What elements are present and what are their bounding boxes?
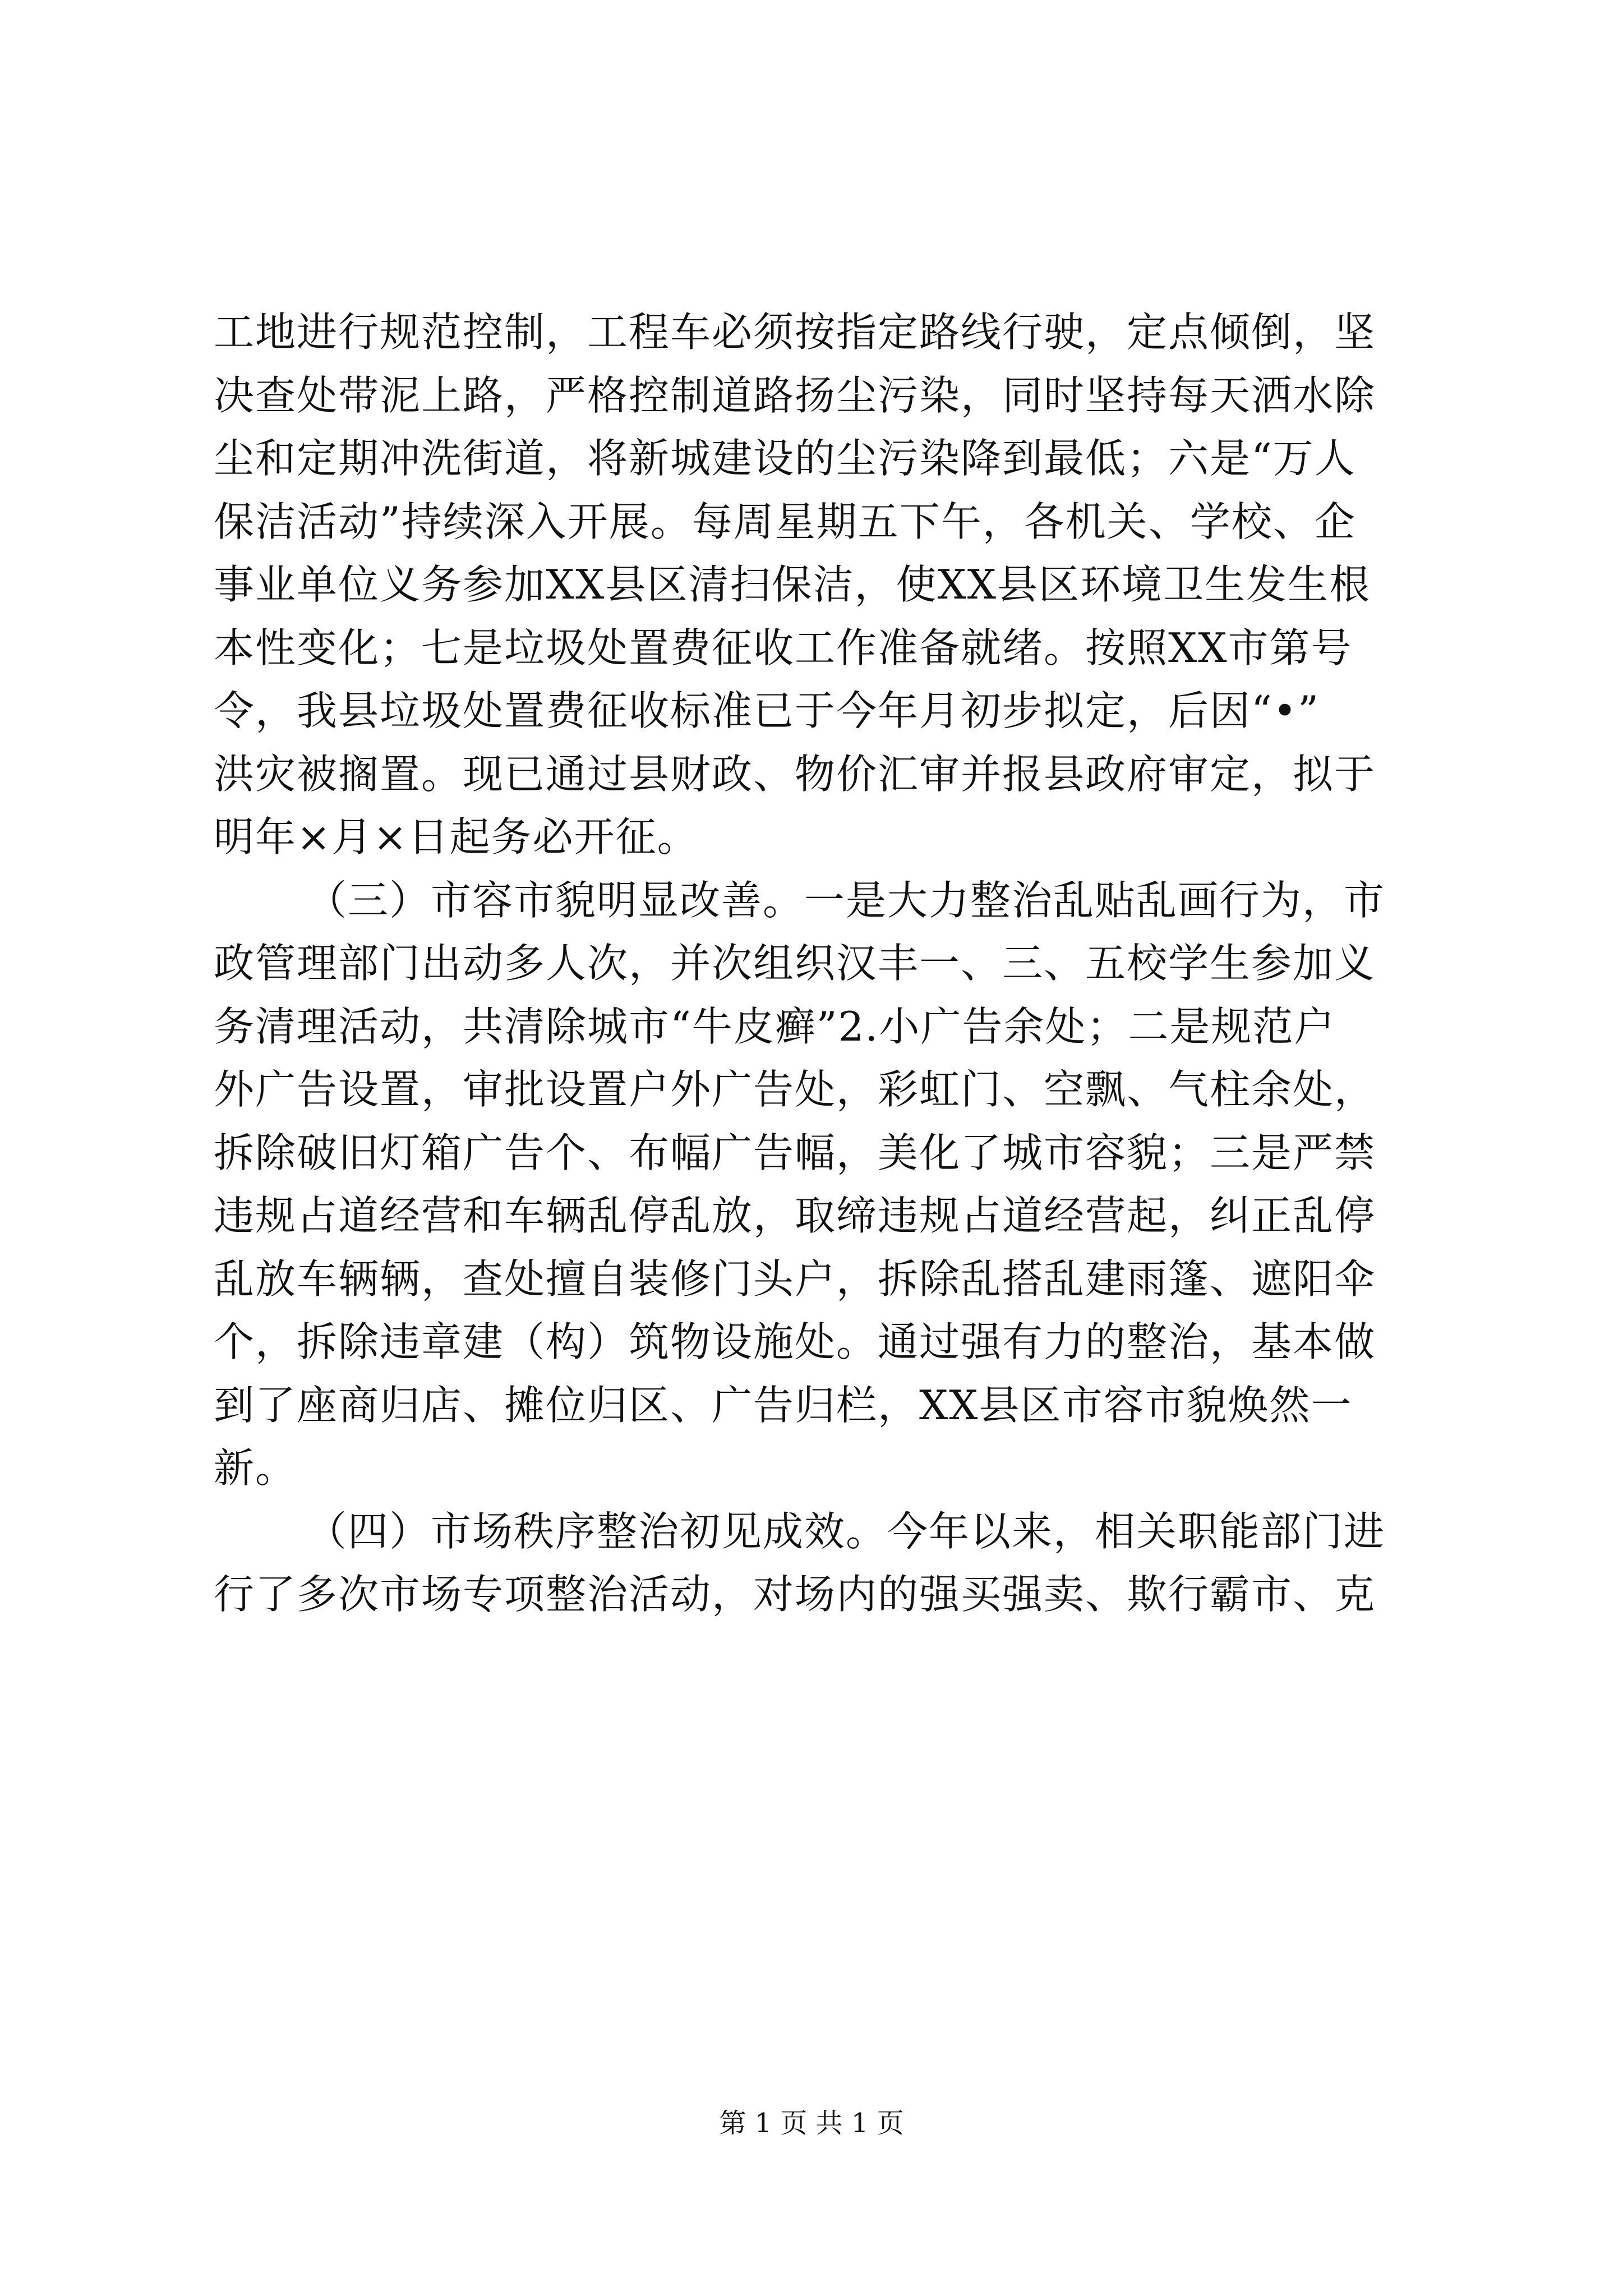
text-line: 令，我县垃圾处置费征收标准已于今年月初步拟定，后因“•” [214,687,1320,734]
text-line: 本性变化；七是垃圾处置费征收工作准备就绪。按照XX市第号 [214,624,1353,671]
text-line: 外广告设置，审批设置户外广告处，彩虹门、空飘、气柱余处， [214,1066,1376,1113]
text-line: 新。 [214,1444,297,1492]
text-line: 明年×月×日起务必开征。 [214,813,699,861]
text-line: 洪灾被搁置。现已通过县财政、物价汇审并报县政府审定，拟于 [214,750,1376,798]
page-footer [0,2106,1623,2140]
text-line: 务清理活动，共清除城市“牛皮癣”2.小广告余处；二是规范户 [214,1002,1336,1050]
text-line: 工地进行规范控制，工程车必须按指定路线行驶，定点倾倒，坚 [214,309,1376,356]
text-line: 尘和定期冲洗街道，将新城建设的尘污染降到最低；六是“万人 [214,435,1356,482]
text-line: 违规占道经营和车辆乱停乱放，取缔违规占道经营起，纠正乱停 [214,1192,1376,1239]
text-line: 政管理部门出动多人次，并次组织汉丰一、三、五校学生参加义 [214,940,1376,987]
text-line: （三）市容市貌明显改善。一是大力整治乱贴乱画行为，市 [306,876,1386,924]
text-line: 决查处带泥上路，严格控制道路扬尘污染，同时坚持每天洒水除 [214,371,1376,419]
text-line: 个，拆除违章建（构）筑物设施处。通过强有力的整治，基本做 [214,1318,1376,1365]
paragraph [214,869,1414,1500]
paragraph [214,301,1414,869]
text-line: 行了多次市场专项整治活动，对场内的强买强卖、欺行霸市、克 [214,1571,1376,1618]
text-line: 事业单位义务参加XX县区清扫保洁，使XX县区环境卫生发生根 [214,561,1371,608]
text-line: 保洁活动”持续深入开展。每周星期五下午，各机关、学校、企 [214,498,1356,545]
text-line: 乱放车辆辆，查处擅自装修门头户，拆除乱搭乱建雨篷、遮阳伞 [214,1255,1376,1303]
paragraph [214,1500,1414,1626]
text-line: （四）市场秩序整治初见成效。今年以来，相关职能部门进 [306,1507,1386,1555]
text-line: 拆除破旧灯箱广告个、布幅广告幅，美化了城市容貌；三是严禁 [214,1129,1376,1176]
text-line: 到了座商归店、摊位归区、广告归栏，XX县区市容市貌焕然一 [214,1381,1353,1429]
document-body [214,301,1414,1626]
page-number-label: 第 1 页 共 1 页 [719,2108,904,2139]
